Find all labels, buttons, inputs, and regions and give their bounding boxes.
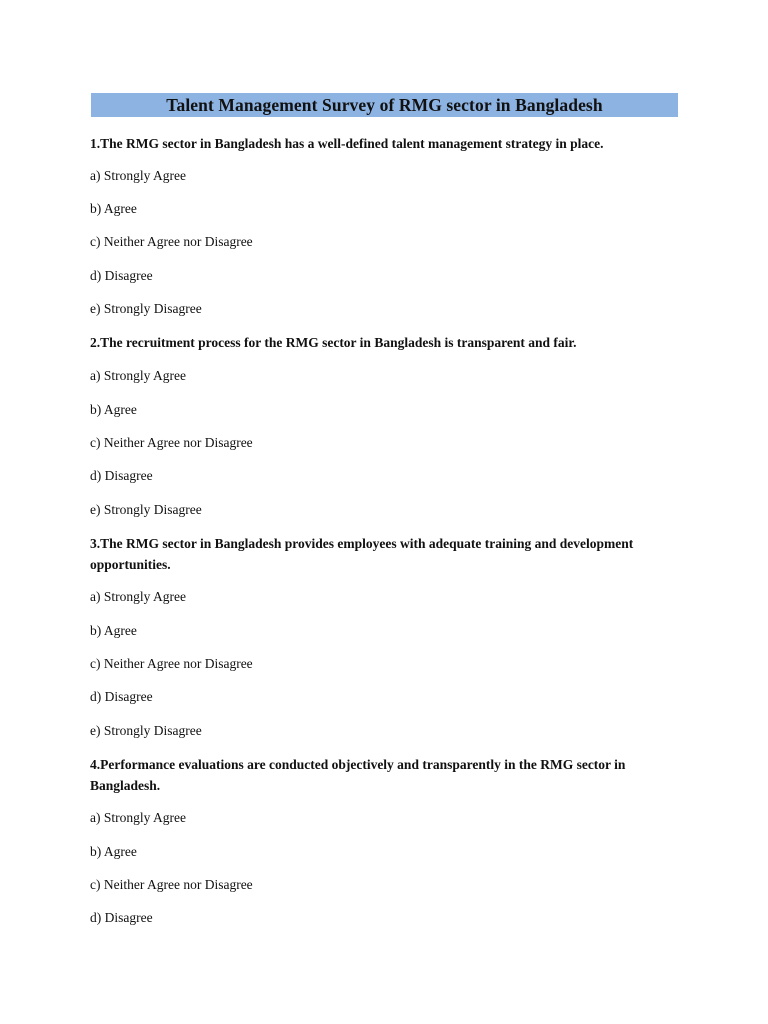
question-3-option-a: a) Strongly Agree <box>90 589 186 604</box>
question-3-option-c: c) Neither Agree nor Disagree <box>90 656 253 671</box>
question-4-option-b: b) Agree <box>90 844 137 859</box>
question-4: 4.Performance evaluations are conducted objectively and transparently in the RMG sector in Bangladesh. <box>90 757 626 793</box>
question-2-option-e: e) Strongly Disagree <box>90 502 202 517</box>
survey-title: Talent Management Survey of RMG sector in Bangladesh <box>166 94 603 115</box>
question-1-option-a: a) Strongly Agree <box>90 168 186 183</box>
question-1: 1.The RMG sector in Bangladesh has a well-defined talent management strategy in place. <box>90 136 604 151</box>
question-1-option-c: c) Neither Agree nor Disagree <box>90 234 253 249</box>
question-3-option-b: b) Agree <box>90 623 137 638</box>
question-2-option-d: d) Disagree <box>90 468 153 483</box>
question-3-option-d: d) Disagree <box>90 689 153 704</box>
question-4-option-a: a) Strongly Agree <box>90 810 186 825</box>
question-1-option-e: e) Strongly Disagree <box>90 301 202 316</box>
question-2-option-c: c) Neither Agree nor Disagree <box>90 435 253 450</box>
question-1-option-b: b) Agree <box>90 201 137 216</box>
question-3-option-e: e) Strongly Disagree <box>90 723 202 738</box>
question-4-option-d: d) Disagree <box>90 910 153 925</box>
question-1-option-d: d) Disagree <box>90 268 153 283</box>
question-2: 2.The recruitment process for the RMG sector in Bangladesh is transparent and fair. <box>90 335 577 350</box>
question-3: 3.The RMG sector in Bangladesh provides employees with adequate training and development opportunities. <box>90 536 634 572</box>
question-2-option-b: b) Agree <box>90 402 137 417</box>
question-2-option-a: a) Strongly Agree <box>90 368 186 383</box>
question-4-option-c: c) Neither Agree nor Disagree <box>90 877 253 892</box>
survey-title-banner <box>91 93 678 117</box>
